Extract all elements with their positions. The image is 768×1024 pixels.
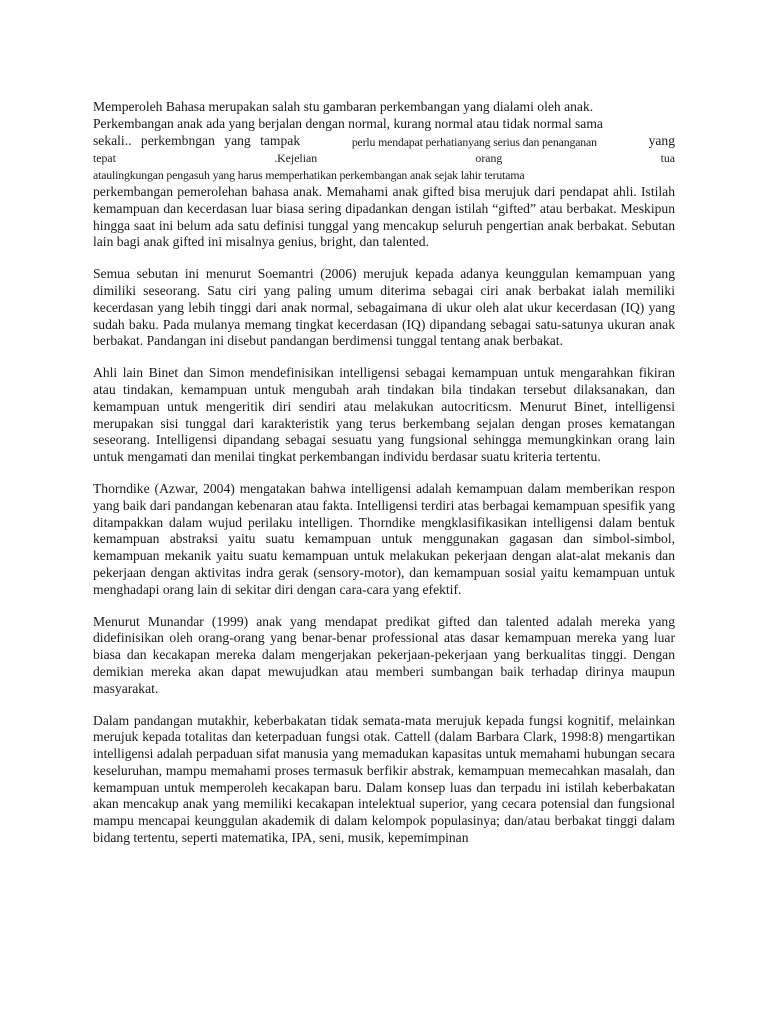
paragraph-6: Dalam pandangan mutakhir, keberbakatan tidak semata-mata merujuk kepada fungsi kognitif, melainkan merujuk kepada totalitas dan keterpaduan fungsi otak. Cattell (dalam Barbara Clark, 1998:8) mengartikan intelligensi adalah perpaduan sifat manusia yang memadukan kapasitas untuk memahami hubungan secara keseluruhan, mampu memahami proses termasuk berfikir abstrak, kemampuan memecahkan masalah, dan kemampuan untuk memperoleh kecakapan baru. Dalam konsep luas dan terpadu ini istilah keberbakatan akan mencakup anak yang memiliki kecakapan intelektual superior, yang cecara potensial dan fungsional mampu mencapai keunggulan akademik di dalam kelompok populasinya; dan/atau berbakat tinggi dalam bidang tertentu, seperti matematika, IPA, seni, musik, kepemimpinan	[93, 712, 675, 846]
word: tepat	[93, 151, 116, 166]
paragraph-2: Semua sebutan ini menurut Soemantri (2006) merujuk kepada adanya keunggulan kemampuan yang dimiliki seseorang. Satu ciri yang paling umum diterima sebagai ciri anak berbakat ialah memiliki kecerdasan yang lebih tinggi dari anak normal, sebagaimana di ukur oleh alat ukur kecerdasan (IQ) yang sudah baku. Pada mulanya memang tingkat kecerdasan (IQ) dipandang sebagai satu-satunya ukuran anak berbakat. Pandangan ini disebut pandangan berdimensi tunggal tentang anak berbakat.	[93, 266, 675, 349]
line-text: perkembangan pemerolehan bahasa anak. Memahami anak gifted bisa merujuk dari pendapat ahli. Istilah kemampuan dan kecerdasan luar biasa sering dipadankan dengan istilah “gifted” atau berbakat. Meskipun hingga saat ini belum ada satu definisi tunggal yang mencakup seluruh pengertian anak berbakat. Sebutan lain bagi anak gifted ini misalnya genius, bright, dan talented.	[93, 183, 675, 250]
line-text: yang	[648, 132, 675, 148]
line-text: Memperoleh Bahasa merupakan salah stu gambaran perkembangan yang dialami oleh anak.	[93, 99, 594, 114]
document-body	[93, 99, 675, 862]
paragraph-1	[93, 99, 675, 251]
paragraph-1-line-3	[93, 133, 675, 151]
paragraph-3: Ahli lain Binet dan Simon mendefinisikan intelligensi sebagai kemampuan untuk mengarahkan fikiran atau tindakan, kemampuan untuk mengubah arah tindakan bila tindakan tersebut dilaksanakan, dan kemampuan untuk mengeritik diri sendiri atau melakukan autocriticsm. Menurut Binet, intelligensi merupakan sisi tunggal dari karakteristik yang terus berkembang sejalan dengan proses kematangan seseorang. Intelligensi dipandang sebagai sesuatu yang fungsional sehingga memungkinkan orang lain untuk mengamati dan menilai tingkat perkembangan individu berdasar suatu kriteria tertentu.	[93, 365, 675, 465]
paragraph-1-line-5	[93, 167, 675, 184]
line-text: Perkembangan anak ada yang berjalan dengan normal, kurang normal atau tidak normal sama	[93, 115, 603, 131]
paragraph-1-line-2	[93, 116, 675, 133]
word: tua	[660, 151, 675, 166]
word: .Kejelian	[274, 151, 318, 166]
line-text-small: ataulingkungan pengasuh yang harus memperhatikan perkembangan anak sejak lahir terutama	[93, 168, 525, 183]
line-text-small: perlu mendapat perhatianyang serius dan penanganan	[351, 134, 597, 149]
paragraph-4: Thorndike (Azwar, 2004) mengatakan bahwa intelligensi adalah kemampuan dalam memberikan respon yang baik dari pandangan kebenaran atau fakta. Intelligensi terdiri atas berbagai kemampuan spesifik yang ditampakkan dalam wujud perilaku intelligen. Thorndike mengklasifikasikan intelligensi dalam bentuk kemampuan abstraksi yaitu suatu kemampuan untuk menggunakan gagasan dan simbol-simbol, kemampuan mekanik yaitu suatu kemampuan untuk melakukan pekerjaan dengan alat-alat mekanis dan pekerjaan dengan aktivitas indra gerak (sensory-motor), dan kemampuan sosial yaitu kemampuan untuk menghadapi orang lain di sekitar diri dengan cara-cara yang efektif.	[93, 480, 675, 597]
paragraph-1-line-1	[93, 99, 675, 116]
line-text: sekali.. perkembngan yang tampak	[93, 132, 301, 148]
paragraph-1-rest	[93, 184, 675, 251]
word: orang	[475, 151, 503, 166]
paragraph-1-line-4	[93, 150, 675, 167]
paragraph-5: Menurut Munandar (1999) anak yang mendapat predikat gifted dan talented adalah mereka yang didefinisikan oleh orang-orang yang benar-benar professional atas dasar kemampuan mereka yang luar biasa dan kecakapan mereka dalam mengerjakan pekerjaan-pekerjaan yang berkualitas tinggi. Dengan demikian mereka akan dapat mewujudkan atau memberi sumbangan baik terhadap dirinya maupun masyarakat.	[93, 613, 675, 696]
